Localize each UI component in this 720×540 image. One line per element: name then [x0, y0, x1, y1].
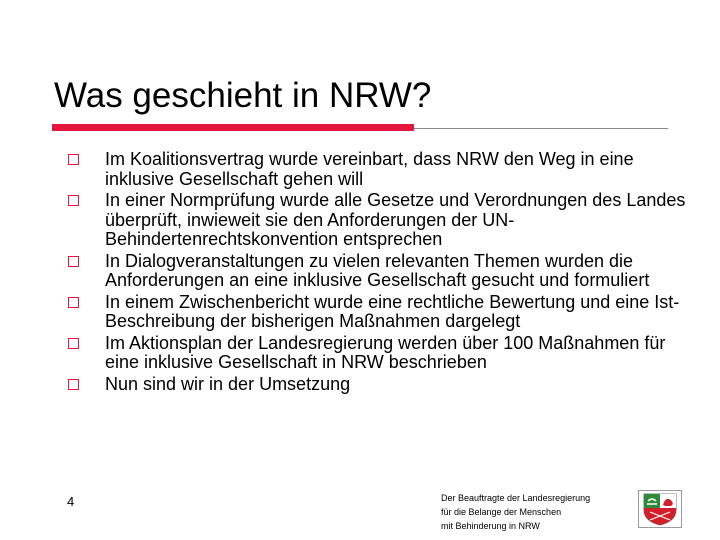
- bullet-text: In Dialogveranstaltungen zu vielen relevanten Themen wurden die Anforderungen an eine inklusive Gesellschaft gesucht und formuliert: [105, 250, 650, 290]
- list-item: [68, 375, 688, 395]
- title-underline-red: [52, 124, 414, 131]
- footer-line: mit Behinderung in NRW: [441, 521, 540, 531]
- square-bullet-icon: [68, 256, 79, 267]
- list-item: [68, 150, 688, 189]
- bullet-text: Im Koalitionsvertrag wurde vereinbart, dass NRW den Weg in eine inklusive Gesellschaft gehen will: [105, 149, 634, 189]
- bullet-text: Im Aktionsplan der Landesregierung werden über 100 Maßnahmen für eine inklusive Gesellschaft in NRW beschrieben: [105, 332, 666, 372]
- square-bullet-icon: [68, 154, 79, 165]
- square-bullet-icon: [68, 338, 79, 349]
- nrw-coat-of-arms-icon: [638, 490, 682, 528]
- footer-line: für die Belange der Menschen: [441, 507, 562, 517]
- square-bullet-icon: [68, 379, 79, 390]
- list-item: [68, 191, 688, 250]
- bullet-text: In einer Normprüfung wurde alle Gesetze und Verordnungen des Landes überprüft, inwieweit sie den Anforderungen der UN-Behindertenrechtskonvention entsprechen: [105, 190, 686, 249]
- bullet-list: [68, 150, 688, 396]
- footer-line: Der Beauftragte der Landesregierung: [441, 493, 591, 503]
- list-item: [68, 293, 688, 332]
- bullet-text: In einem Zwischenbericht wurde eine rechtliche Bewertung und eine Ist-Beschreibung der bisherigen Maßnahmen dargelegt: [105, 291, 680, 331]
- slide-title: Was geschieht in NRW?: [54, 76, 432, 115]
- list-item: [68, 252, 688, 291]
- square-bullet-icon: [68, 297, 79, 308]
- square-bullet-icon: [68, 195, 79, 206]
- bullet-text: Nun sind wir in der Umsetzung: [105, 373, 351, 394]
- footer-attribution: [441, 491, 590, 533]
- title-underline-gray: [414, 128, 668, 129]
- list-item: [68, 334, 688, 373]
- page-number: 4: [67, 494, 75, 509]
